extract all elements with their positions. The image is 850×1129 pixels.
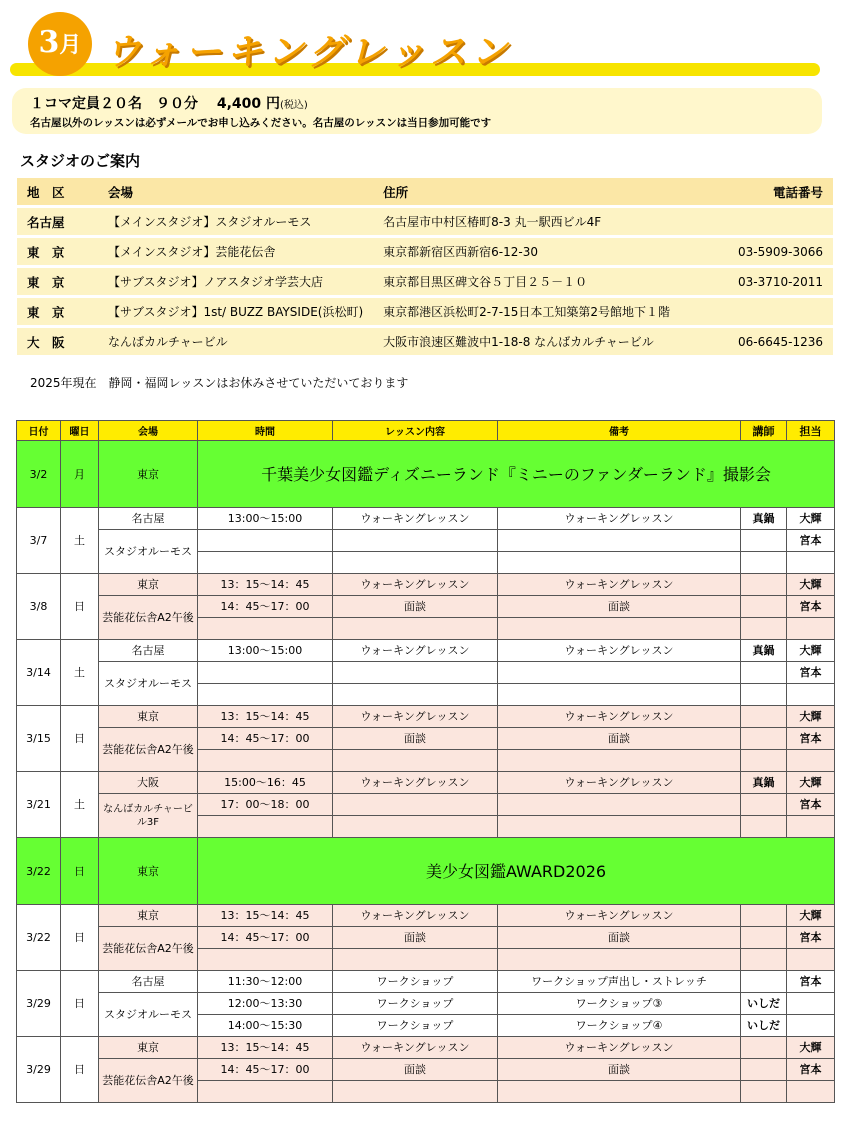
staff <box>787 1081 835 1103</box>
teacher <box>741 552 787 574</box>
staff: 大輝 <box>787 1037 835 1059</box>
schedule-col-header: 担当 <box>787 421 835 441</box>
lesson-content: 面談 <box>333 1059 498 1081</box>
teacher <box>741 971 787 993</box>
page-header <box>0 0 850 82</box>
staff: 大輝 <box>787 574 835 596</box>
teacher <box>741 816 787 838</box>
remark <box>498 1081 741 1103</box>
studio-address: 名古屋市中村区椿町8-3 丸一駅西ビル4F <box>373 207 712 237</box>
teacher <box>741 1081 787 1103</box>
event-title: 千葉美少女図鑑ディズニーランド『ミニーのファンダーランド』撮影会 <box>198 441 835 508</box>
schedule-venue-detail: 芸能花伝舎A2午後 <box>99 927 198 971</box>
staff: 大輝 <box>787 508 835 530</box>
schedule-date: 3/2 <box>17 441 61 508</box>
studio-address: 東京都目黒区碑文谷５丁目２５－１０ <box>373 267 712 297</box>
schedule-weekday: 土 <box>61 640 99 706</box>
teacher <box>741 905 787 927</box>
staff: 宮本 <box>787 662 835 684</box>
teacher: 真鍋 <box>741 772 787 794</box>
schedule-time: 14：45〜17：00 <box>198 596 333 618</box>
schedule-row <box>17 971 835 993</box>
schedule-date: 3/8 <box>17 574 61 640</box>
schedule-col-header: 曜日 <box>61 421 99 441</box>
schedule-time: 14：45〜17：00 <box>198 927 333 949</box>
schedule-row <box>17 728 835 750</box>
lesson-content <box>333 684 498 706</box>
schedule-row <box>17 530 835 552</box>
schedule-row <box>17 927 835 949</box>
teacher <box>741 949 787 971</box>
remark: ワークショップ③ <box>498 993 741 1015</box>
remark: 面談 <box>498 927 741 949</box>
info-box <box>12 88 822 134</box>
lesson-content <box>333 618 498 640</box>
staff <box>787 1015 835 1037</box>
schedule-venue: 名古屋 <box>99 508 198 530</box>
lesson-content <box>333 552 498 574</box>
page-title: ウォーキングレッスン <box>105 31 513 73</box>
schedule-time <box>198 552 333 574</box>
teacher <box>741 706 787 728</box>
remark: ウォーキングレッスン <box>498 772 741 794</box>
staff: 大輝 <box>787 706 835 728</box>
schedule-venue-detail: 芸能花伝舎A2午後 <box>99 1059 198 1103</box>
lesson-content: ウォーキングレッスン <box>333 640 498 662</box>
schedule-time: 13:00〜15:00 <box>198 640 333 662</box>
schedule-row <box>17 772 835 794</box>
schedule-venue: 東京 <box>99 441 198 508</box>
schedule-weekday: 月 <box>61 441 99 508</box>
teacher <box>741 662 787 684</box>
schedule-row <box>17 1037 835 1059</box>
schedule-date: 3/7 <box>17 508 61 574</box>
schedule-row <box>17 662 835 684</box>
schedule-weekday: 土 <box>61 772 99 838</box>
staff: 大輝 <box>787 640 835 662</box>
schedule-venue-detail: スタジオルーモス <box>99 993 198 1037</box>
teacher: いしだ <box>741 1015 787 1037</box>
studio-phone: 03-3710-2011 <box>712 267 833 297</box>
studio-heading: スタジオのご案内 <box>20 152 141 170</box>
lesson-content: 面談 <box>333 728 498 750</box>
schedule-weekday: 日 <box>61 706 99 772</box>
teacher <box>741 684 787 706</box>
studio-row <box>17 327 833 356</box>
application-note: 名古屋以外のレッスンは必ずメールでお申し込みください。名古屋のレッスンは当日参加可能です <box>30 117 492 129</box>
event-row <box>17 838 835 905</box>
schedule-time <box>198 750 333 772</box>
studio-venue: 【メインスタジオ】芸能花伝舎 <box>98 237 373 267</box>
staff <box>787 949 835 971</box>
staff <box>787 552 835 574</box>
schedule-col-header: 日付 <box>17 421 61 441</box>
studio-col-header: 住所 <box>373 178 712 207</box>
teacher <box>741 728 787 750</box>
studio-venue: 【サブスタジオ】1st/ BUZZ BAYSIDE(浜松町) <box>98 297 373 327</box>
schedule-col-header: 講師 <box>741 421 787 441</box>
schedule-col-header: 会場 <box>99 421 198 441</box>
schedule-time: 13：15〜14：45 <box>198 1037 333 1059</box>
closure-note: 2025年現在 静岡・福岡レッスンはお休みさせていただいております <box>30 376 409 390</box>
lesson-content <box>333 750 498 772</box>
schedule-time: 15:00〜16：45 <box>198 772 333 794</box>
lesson-content <box>333 794 498 816</box>
teacher <box>741 1059 787 1081</box>
staff: 宮本 <box>787 971 835 993</box>
remark <box>498 618 741 640</box>
lesson-content: ウォーキングレッスン <box>333 905 498 927</box>
remark: 面談 <box>498 728 741 750</box>
lesson-content: ワークショップ <box>333 971 498 993</box>
schedule-time: 14:00〜15:30 <box>198 1015 333 1037</box>
schedule-time <box>198 618 333 640</box>
schedule-date: 3/22 <box>17 905 61 971</box>
lesson-content <box>333 662 498 684</box>
studio-row <box>17 297 833 327</box>
remark: ワークショップ④ <box>498 1015 741 1037</box>
studio-area: 東 京 <box>17 267 98 297</box>
studio-col-header: 会場 <box>98 178 373 207</box>
schedule-time: 14：45〜17：00 <box>198 1059 333 1081</box>
schedule-row <box>17 1059 835 1081</box>
studio-row <box>17 207 833 237</box>
lesson-content: ワークショップ <box>333 1015 498 1037</box>
schedule-weekday: 日 <box>61 1037 99 1103</box>
staff: 大輝 <box>787 772 835 794</box>
schedule-venue-detail: スタジオルーモス <box>99 530 198 574</box>
schedule-col-header: 時間 <box>198 421 333 441</box>
remark: ウォーキングレッスン <box>498 1037 741 1059</box>
staff: 大輝 <box>787 905 835 927</box>
schedule-date: 3/14 <box>17 640 61 706</box>
lesson-content: 面談 <box>333 596 498 618</box>
schedule-weekday: 日 <box>61 574 99 640</box>
studio-address: 東京都新宿区西新宿6-12-30 <box>373 237 712 267</box>
staff: 宮本 <box>787 1059 835 1081</box>
lesson-content: ウォーキングレッスン <box>333 772 498 794</box>
studio-area: 東 京 <box>17 297 98 327</box>
teacher: 真鍋 <box>741 640 787 662</box>
schedule-weekday: 土 <box>61 508 99 574</box>
schedule-row <box>17 574 835 596</box>
teacher: 真鍋 <box>741 508 787 530</box>
schedule-time <box>198 662 333 684</box>
studio-area: 大 阪 <box>17 327 98 356</box>
remark <box>498 794 741 816</box>
staff <box>787 993 835 1015</box>
studio-col-header: 地 区 <box>17 178 98 207</box>
staff <box>787 816 835 838</box>
schedule-time <box>198 684 333 706</box>
schedule-time <box>198 949 333 971</box>
remark <box>498 662 741 684</box>
remark: 面談 <box>498 1059 741 1081</box>
schedule-venue: 名古屋 <box>99 971 198 993</box>
remark: ワークショップ声出し・ストレッチ <box>498 971 741 993</box>
schedule-weekday: 日 <box>61 905 99 971</box>
schedule-venue-detail: 芸能花伝舎A2午後 <box>99 728 198 772</box>
studio-row <box>17 237 833 267</box>
lesson-content <box>333 816 498 838</box>
schedule-date: 3/21 <box>17 772 61 838</box>
schedule-weekday: 日 <box>61 971 99 1037</box>
staff: 宮本 <box>787 794 835 816</box>
studio-phone: 03-5909-3066 <box>712 237 833 267</box>
schedule-time: 12:00〜13:30 <box>198 993 333 1015</box>
remark: ウォーキングレッスン <box>498 508 741 530</box>
teacher <box>741 596 787 618</box>
schedule-row <box>17 993 835 1015</box>
teacher <box>741 794 787 816</box>
schedule-venue: 東京 <box>99 574 198 596</box>
month-badge: 3月 <box>28 12 92 76</box>
schedule-row <box>17 640 835 662</box>
schedule-row <box>17 508 835 530</box>
schedule-time: 13：15〜14：45 <box>198 574 333 596</box>
studio-address: 大阪市浪速区難波中1-18-8 なんばカルチャービル <box>373 327 712 356</box>
schedule-time: 13：15〜14：45 <box>198 706 333 728</box>
schedule-date: 3/15 <box>17 706 61 772</box>
schedule-venue-detail: スタジオルーモス <box>99 662 198 706</box>
lesson-content <box>333 530 498 552</box>
lesson-content: ウォーキングレッスン <box>333 574 498 596</box>
schedule-venue: 大阪 <box>99 772 198 794</box>
schedule-row <box>17 706 835 728</box>
schedule-row <box>17 905 835 927</box>
teacher <box>741 530 787 552</box>
schedule-table <box>16 420 835 1103</box>
schedule-time: 13：15〜14：45 <box>198 905 333 927</box>
schedule-venue-detail: なんばカルチャービル3F <box>99 794 198 838</box>
staff: 宮本 <box>787 530 835 552</box>
schedule-venue-detail: 芸能花伝舎A2午後 <box>99 596 198 640</box>
studio-phone <box>712 207 833 237</box>
staff: 宮本 <box>787 596 835 618</box>
teacher <box>741 618 787 640</box>
studio-table <box>17 178 833 355</box>
teacher <box>741 1037 787 1059</box>
lesson-content: ウォーキングレッスン <box>333 1037 498 1059</box>
lesson-content: ウォーキングレッスン <box>333 508 498 530</box>
staff: 宮本 <box>787 728 835 750</box>
studio-venue: 【メインスタジオ】スタジオルーモス <box>98 207 373 237</box>
teacher <box>741 750 787 772</box>
staff <box>787 618 835 640</box>
studio-venue: なんばカルチャービル <box>98 327 373 356</box>
lesson-content: ウォーキングレッスン <box>333 706 498 728</box>
lesson-content <box>333 1081 498 1103</box>
schedule-venue: 東京 <box>99 706 198 728</box>
schedule-venue: 東京 <box>99 905 198 927</box>
remark: ウォーキングレッスン <box>498 706 741 728</box>
remark: ウォーキングレッスン <box>498 574 741 596</box>
remark: ウォーキングレッスン <box>498 905 741 927</box>
staff: 宮本 <box>787 927 835 949</box>
schedule-row <box>17 794 835 816</box>
schedule-venue: 名古屋 <box>99 640 198 662</box>
lesson-content: ワークショップ <box>333 993 498 1015</box>
studio-venue: 【サブスタジオ】ノアスタジオ学芸大店 <box>98 267 373 297</box>
teacher: いしだ <box>741 993 787 1015</box>
remark <box>498 684 741 706</box>
schedule-time: 17：00〜18：00 <box>198 794 333 816</box>
event-row <box>17 441 835 508</box>
schedule-venue: 東京 <box>99 838 198 905</box>
schedule-time <box>198 530 333 552</box>
remark <box>498 949 741 971</box>
schedule-weekday: 日 <box>61 838 99 905</box>
schedule-time <box>198 816 333 838</box>
capacity-price: １コマ定員２０名 ９０分 4,400 円(税込) <box>30 96 308 112</box>
schedule-time: 11:30〜12:00 <box>198 971 333 993</box>
lesson-content: 面談 <box>333 927 498 949</box>
studio-area: 名古屋 <box>17 207 98 237</box>
schedule-date: 3/29 <box>17 971 61 1037</box>
schedule-date: 3/22 <box>17 838 61 905</box>
remark: ウォーキングレッスン <box>498 640 741 662</box>
teacher <box>741 927 787 949</box>
studio-phone <box>712 297 833 327</box>
lesson-content <box>333 949 498 971</box>
staff <box>787 684 835 706</box>
studio-phone: 06-6645-1236 <box>712 327 833 356</box>
staff <box>787 750 835 772</box>
remark <box>498 552 741 574</box>
schedule-row <box>17 596 835 618</box>
schedule-col-header: 備考 <box>498 421 741 441</box>
studio-row <box>17 267 833 297</box>
studio-address: 東京都港区浜松町2-7-15日本工知築第2号館地下１階 <box>373 297 712 327</box>
schedule-col-header: レッスン内容 <box>333 421 498 441</box>
studio-area: 東 京 <box>17 237 98 267</box>
teacher <box>741 574 787 596</box>
schedule-venue: 東京 <box>99 1037 198 1059</box>
schedule-time <box>198 1081 333 1103</box>
schedule-date: 3/29 <box>17 1037 61 1103</box>
schedule-time: 13:00〜15:00 <box>198 508 333 530</box>
remark <box>498 750 741 772</box>
remark <box>498 530 741 552</box>
remark: 面談 <box>498 596 741 618</box>
schedule-time: 14：45〜17：00 <box>198 728 333 750</box>
event-title: 美少女図鑑AWARD2026 <box>198 838 835 905</box>
remark <box>498 816 741 838</box>
studio-col-header: 電話番号 <box>712 178 833 207</box>
